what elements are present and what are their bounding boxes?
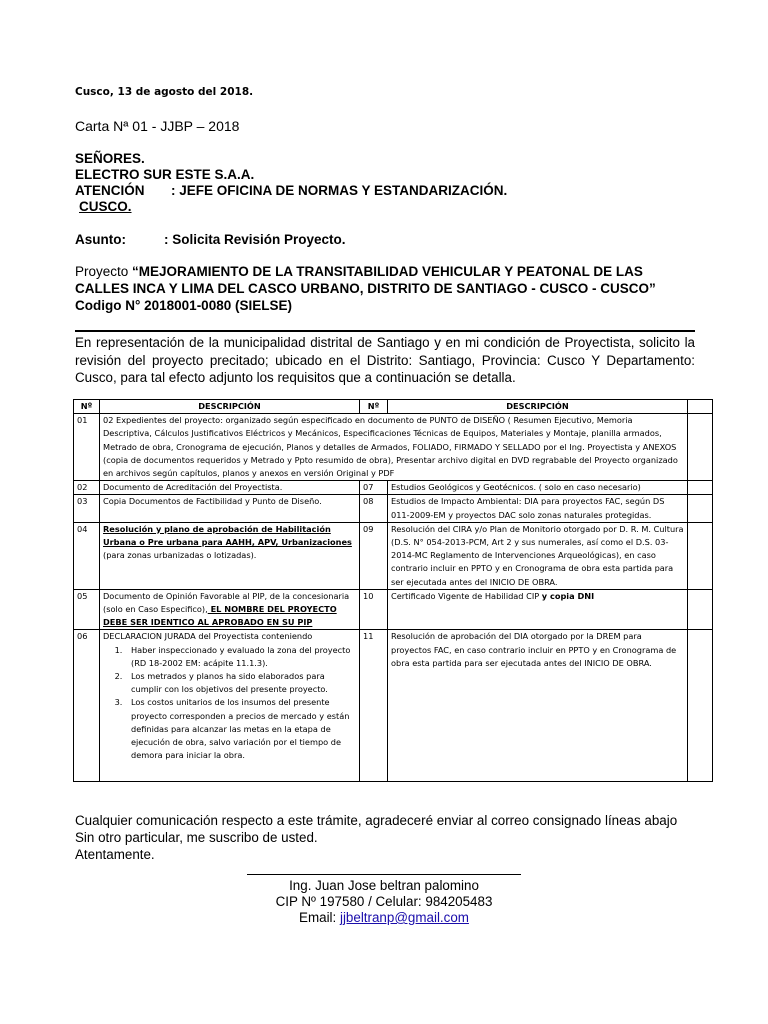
closing-line-1: Cualquier comunicación respecto a este trámite, agradeceré enviar al correo consignado líneas abajo — [75, 813, 678, 828]
row-number: 08 — [360, 495, 388, 522]
row-check — [688, 589, 713, 630]
row-description: Estudios de Impacto Ambiental: DIA para proyectos FAC, según DS 011-2009-EM y proyectos DAC solo zonas naturales protegidas. — [388, 495, 688, 522]
row-number: 06 — [74, 630, 100, 782]
row-description: 02 Expedientes del proyecto: organizado según especificado en documento de PUNTO de DISEÑO ( Resumen Ejecutivo, Memoria Descriptiva, Cálculos Justificativos Eléctricos y Mecánicos, Especificaciones Técnicas de Equipos, Materiales y Montaje, planilla armados, Metrado de obra, Cronograma de ejecución, Planos y detalles de Armados, FOLIADO, FIRMADO Y SELLADO por el Ing. Proyectista y ANEXOS (copia de documentos requeridos y Metrado y Ppto resumido de obra), Presentar archivo digital en DVD regrabable del Proyecto organizado en archivos según capítulos, planos y anexos en versión Original y PDF — [100, 414, 688, 481]
row-number: 03 — [74, 495, 100, 522]
requirements-table — [73, 399, 713, 782]
declaracion-list — [103, 644, 356, 763]
table-row — [74, 414, 713, 481]
header-num-left: Nº — [74, 400, 100, 414]
row-description: Documento de Acreditación del Proyectista. — [100, 481, 360, 495]
signer-email — [247, 910, 521, 925]
recipient-attention — [75, 183, 507, 198]
list-item: 1. Haber inspeccionado y evaluado la zona del proyecto (RD 18-2002 EM: acápite 11.1.3). — [125, 644, 356, 670]
attention-value: : JEFE OFICINA DE NORMAS Y ESTANDARIZACIÓN. — [171, 183, 508, 198]
table-row — [74, 522, 713, 589]
closing-line-2: Sin otro particular, me suscribo de usted. — [75, 830, 318, 845]
row-number: 05 — [74, 589, 100, 630]
signature-line — [247, 874, 521, 875]
divider-rule — [75, 330, 695, 332]
header-num-right: Nº — [360, 400, 388, 414]
attention-label: ATENCIÓN — [75, 183, 145, 198]
header-desc-right: DESCRIPCIÓN — [388, 400, 688, 414]
habilitacion-title: Resolución y plano de aprobación de Habilitación Urbana o Pre urbana para AAHH, APV, Urbanizaciones — [103, 523, 352, 548]
subject-value: : Solicita Revisión Proyecto. — [164, 232, 346, 247]
row-check — [688, 481, 713, 495]
intro-paragraph: En representación de la municipalidad distrital de Santiago y en mi condición de Proyectista, solicito la revisión del proyecto precitado; ubicado en el Distrito: Santiago, Provincia: Cusco Y Departamento: Cusco, para tal efecto adjunto los requisitos que a continuación se detalla. — [75, 335, 695, 385]
row-description: Estudios Geológicos y Geotécnicos. ( solo en caso necesario) — [388, 481, 688, 495]
recipient-city: CUSCO. — [79, 199, 132, 214]
header-extra — [688, 400, 713, 414]
row-description — [388, 589, 688, 630]
row-description: Resolución del CIRA y/o Plan de Monitorio otorgado por D. R. M. Cultura (D.S. N° 054-2013-PCM, Art 2 y sus numerales, así como el D.S. 03-2014-MC Reglamento de Intervenciones Arqueológicas), en caso contrario incluir en PPTO y en Cronograma de obra esta partida para ser ejecutada antes del INICIO DE OBRA. — [388, 522, 688, 589]
row-number: 07 — [360, 481, 388, 495]
habilitacion-note: (para zonas urbanizadas o lotizadas). — [103, 550, 257, 561]
table-row — [74, 630, 713, 782]
row-number: 10 — [360, 589, 388, 630]
row-description: Copia Documentos de Factibilidad y Punto de Diseño. — [100, 495, 360, 522]
project-title: “MEJORAMIENTO DE LA TRANSITABILIDAD VEHICULAR Y PEATONAL DE LAS CALLES INCA Y LIMA DEL CASCO URBANO, DISTRITO DE SANTIAGO - CUSCO - CUSCO” — [75, 264, 656, 296]
pip-warning: EL NOMBRE DEL PROYECTO DEBE SER IDENTICO AL APROBADO EN SU PIP — [103, 604, 337, 628]
signer-cip: CIP Nº 197580 / Celular: 984205483 — [275, 894, 493, 909]
project-prefix: Proyecto — [75, 264, 129, 279]
subject-label: Asunto: — [75, 232, 126, 247]
date-line: Cusco, 13 de agosto del 2018. — [75, 86, 254, 98]
row-description — [100, 589, 360, 630]
signer-name: Ing. Juan Jose beltran palomino — [289, 878, 479, 893]
pip-note: Documento de Opinión Favorable al PIP, de la concesionaria (solo en Caso Especifico), — [103, 590, 350, 615]
table-row — [74, 589, 713, 630]
row-check — [688, 495, 713, 522]
row-number: 09 — [360, 522, 388, 589]
table-header-row — [74, 400, 713, 414]
row-check — [688, 414, 713, 481]
row-number: 02 — [74, 481, 100, 495]
row-check — [688, 630, 713, 782]
subject-line — [75, 232, 346, 247]
recipient-company: ELECTRO SUR ESTE S.A.A. — [75, 167, 255, 182]
email-label: Email: — [299, 910, 340, 925]
row-description — [100, 522, 360, 589]
list-item: 2. Los metrados y planos ha sido elaborados para cumplir con los objetivos del presente proyecto. — [125, 670, 356, 696]
row-description: Resolución de aprobación del DIA otorgado por la DREM para proyectos FAC, en caso contrario incluir en PPTO y en Cronograma de obra esta partida para ser ejecutada antes del INICIO DE OBRA. — [388, 630, 688, 782]
row-number: 11 — [360, 630, 388, 782]
email-link[interactable]: jjbeltranp@gmail.com — [339, 910, 469, 925]
recipient-salutation: SEÑORES. — [75, 151, 145, 166]
row-check — [688, 522, 713, 589]
project-block — [75, 263, 693, 314]
cip-note: Certificado Vigente de Habilidad CIP — [391, 590, 542, 601]
table-row — [74, 495, 713, 522]
row-description — [100, 630, 360, 782]
letter-reference: Carta Nª 01 - JJBP – 2018 — [75, 118, 240, 134]
declaracion-head: DECLARACION JURADA del Proyectista conteniendo — [103, 631, 313, 642]
row-number: 01 — [74, 414, 100, 481]
table-row — [74, 481, 713, 495]
dni-note: y copia DNI — [541, 590, 595, 601]
list-item: 3. Los costos unitarios de los insumos del presente proyecto corresponden a precios de mercado y están definidas para alcanzar las metas en la etapa de ejecución de obra, salvo variación por el tiempo de demora para iniciar la obra. — [125, 696, 356, 762]
closing-line-3: Atentamente. — [75, 847, 155, 862]
header-desc-left: DESCRIPCIÓN — [100, 400, 360, 414]
project-code: Codigo N° 2018001-0080 (SIELSE) — [75, 298, 292, 313]
row-number: 04 — [74, 522, 100, 589]
